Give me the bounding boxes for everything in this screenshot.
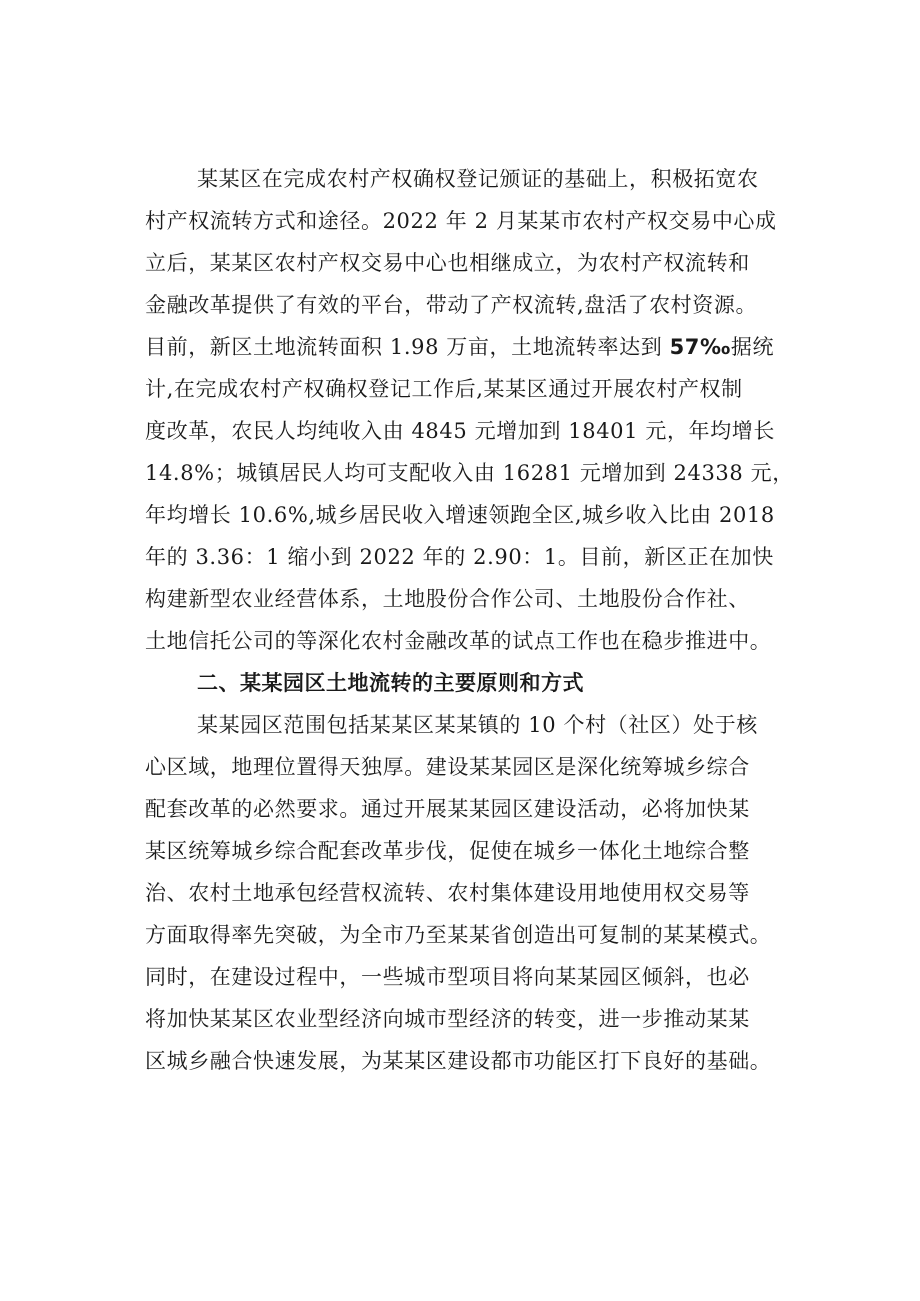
paragraph-line: 配套改革的必然要求。通过开展某某园区建设活动，必将加快某: [145, 797, 750, 821]
paragraph-line: 某区统筹城乡综合配套改革步伐，促使在城乡一体化土地综合整: [145, 839, 750, 863]
paragraph-line: 金融改革提供了有效的平台，带动了产权流转,盘活了农村资源。: [145, 293, 758, 317]
paragraph-line: 构建新型农业经营体系，土地股份合作公司、土地股份合作社、: [145, 587, 750, 611]
paragraph-line: 立后，某某区农村产权交易中心也相继成立，为农村产权流转和: [145, 251, 750, 275]
line-text: 目前，新区土地流转面积 1.98 万亩，土地流转率达到: [145, 335, 670, 359]
paragraph-line: 心区域，地理位置得天独厚。建设某某园区是深化统筹城乡综合: [145, 755, 750, 779]
paragraph-line: 计,在完成农村产权确权登记工作后,某某区通过开展农村产权制: [145, 377, 743, 401]
paragraph-line: 年的 3.36：1 缩小到 2022 年的 2.90：1。目前，新区正在加快: [145, 545, 774, 569]
document-body: [145, 158, 825, 1082]
paragraph-line: 14.8%；城镇居民人均可支配收入由 16281 元增加到 24338 元，: [145, 461, 794, 485]
paragraph-line: 区城乡融合快速发展，为某某区建设都市功能区打下良好的基础。: [145, 1049, 772, 1073]
paragraph-park-overview: [145, 704, 825, 1082]
paragraph-line: 治、农村土地承包经营权流转、农村集体建设用地使用权交易等: [145, 881, 750, 905]
paragraph-line: 年均增长 10.6%,城乡居民收入增速领跑全区,城乡收入比由 2018: [145, 503, 775, 527]
section-heading: 二、某某园区土地流转的主要原则和方式: [197, 671, 584, 695]
transfer-rate-value: 57‰: [669, 335, 731, 359]
paragraph-line: 将加快某某区农业型经济向城市型经济的转变，进一步推动某某: [145, 1007, 750, 1031]
paragraph-line: 同时，在建设过程中，一些城市型项目将向某某园区倾斜，也必: [145, 965, 750, 989]
paragraph-line: 村产权流转方式和途径。2022 年 2 月某某市农村产权交易中心成: [145, 209, 777, 233]
paragraph-line: 方面取得率先突破，为全市乃至某某省创造出可复制的某某模式。: [145, 923, 772, 947]
paragraph-line: 某某区在完成农村产权确权登记颁证的基础上，积极拓宽农: [197, 167, 759, 191]
paragraph-land-transfer-status: [145, 158, 825, 662]
paragraph-line: [145, 326, 825, 368]
paragraph-line: 某某园区范围包括某某区某某镇的 10 个村（社区）处于核: [197, 713, 758, 737]
paragraph-line: 土地信托公司的等深化农村金融改革的试点工作也在稳步推进中。: [145, 629, 772, 653]
paragraph-line: 度改革，农民人均纯收入由 4845 元增加到 18401 元，年均增长: [145, 419, 775, 443]
line-text: 据统: [730, 335, 775, 359]
